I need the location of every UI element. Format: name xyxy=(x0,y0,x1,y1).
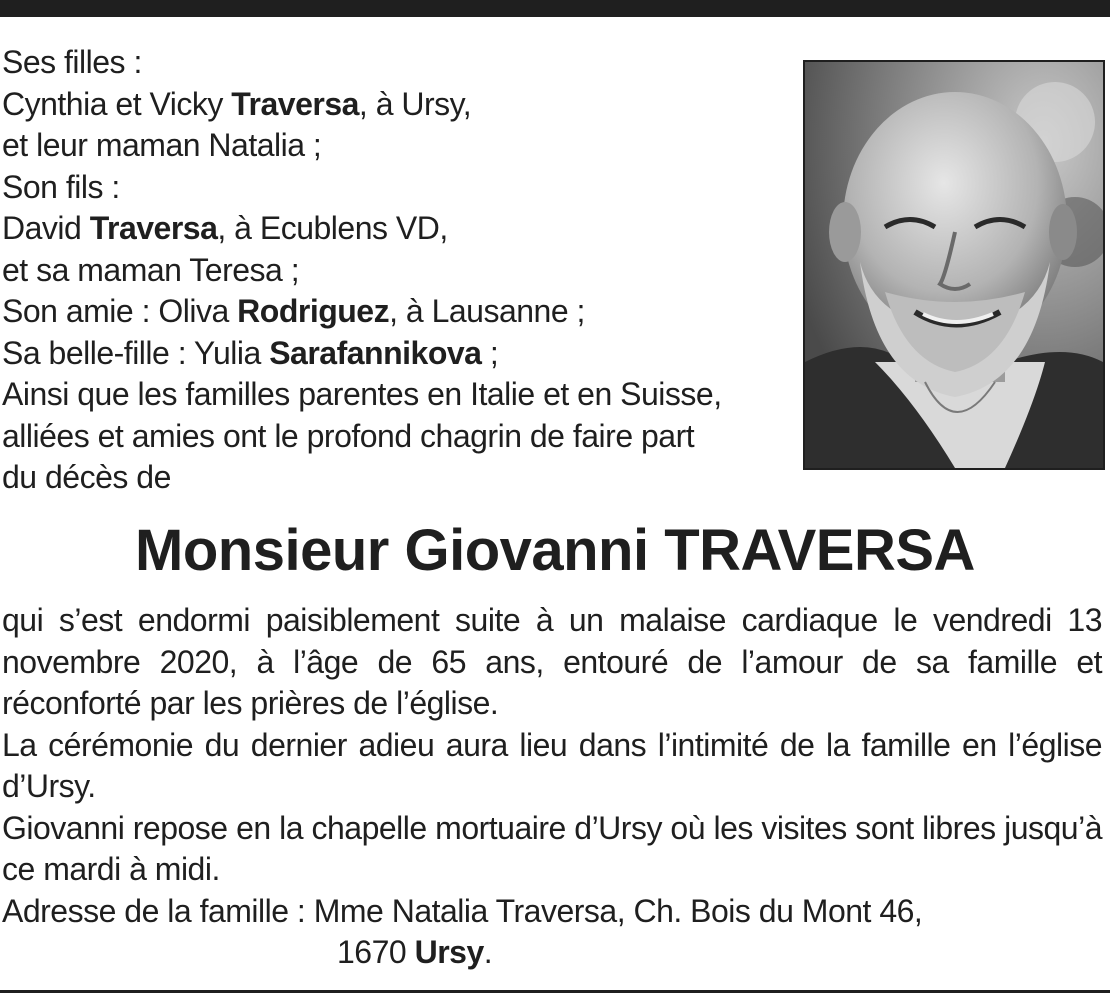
intro-line: Son fils : xyxy=(2,168,120,205)
text-span: ; xyxy=(481,334,499,371)
text-span: , à Ursy, xyxy=(358,85,472,122)
surname: Sarafannikova xyxy=(269,334,482,371)
portrait-photo xyxy=(803,60,1105,470)
obituary-body xyxy=(2,600,1102,974)
intro-line xyxy=(2,84,792,126)
portrait-illustration xyxy=(805,62,1103,468)
text-span: Sa belle-fille : Yulia xyxy=(2,334,270,371)
surname: Traversa xyxy=(89,210,218,246)
text-span: Son amie : Oliva xyxy=(2,293,238,329)
intro-line: alliées et amies ont le profond chagrin de faire part xyxy=(2,417,695,454)
family-address-line-1: Adresse de la famille : Mme Natalia Traversa, Ch. Bois du Mont 46, xyxy=(2,892,923,929)
paragraph-ceremony: La cérémonie du dernier adieu aura lieu dans l’intimité de la famille en l’église d’Ursy. xyxy=(2,726,1102,804)
town-name: Ursy xyxy=(414,934,484,970)
intro-line: et leur maman Natalia ; xyxy=(2,127,322,163)
intro-line: Ainsi que les familles parentes en Italie et en Suisse, xyxy=(2,376,722,412)
paragraph-death-notice: qui s’est endormi paisiblement suite à un malaise cardiaque le vendredi 13 novembre 2020, à l’âge de 65 ans, entouré de l’amour de sa famille et réconforté par les prières de l’église. xyxy=(2,602,1102,721)
text-span: , à Lausanne ; xyxy=(389,293,585,329)
bottom-rule xyxy=(0,990,1110,993)
intro-line xyxy=(2,333,792,375)
family-announcement xyxy=(2,42,792,499)
intro-line: et sa maman Teresa ; xyxy=(2,251,300,288)
text-span: . xyxy=(483,934,493,970)
text-span: , à Ecublens VD, xyxy=(217,210,448,246)
intro-line xyxy=(2,208,792,250)
intro-line xyxy=(2,291,792,333)
text-span: David xyxy=(2,210,90,246)
paragraph-visits: Giovanni repose en la chapelle mortuaire d’Ursy où les visites sont libres jusqu’à ce mardi à midi. xyxy=(2,809,1102,887)
deceased-name: Monsieur Giovanni TRAVERSA xyxy=(135,518,975,583)
intro-line: Ses filles : xyxy=(2,44,142,80)
family-address-line-2 xyxy=(2,932,1102,974)
top-rule xyxy=(0,0,1110,17)
text-span: 1670 xyxy=(337,934,415,970)
intro-line: du décès de xyxy=(2,459,171,495)
text-span: Cynthia et Vicky xyxy=(2,85,232,122)
surname: Traversa xyxy=(231,85,359,122)
surname: Rodriguez xyxy=(237,293,390,329)
